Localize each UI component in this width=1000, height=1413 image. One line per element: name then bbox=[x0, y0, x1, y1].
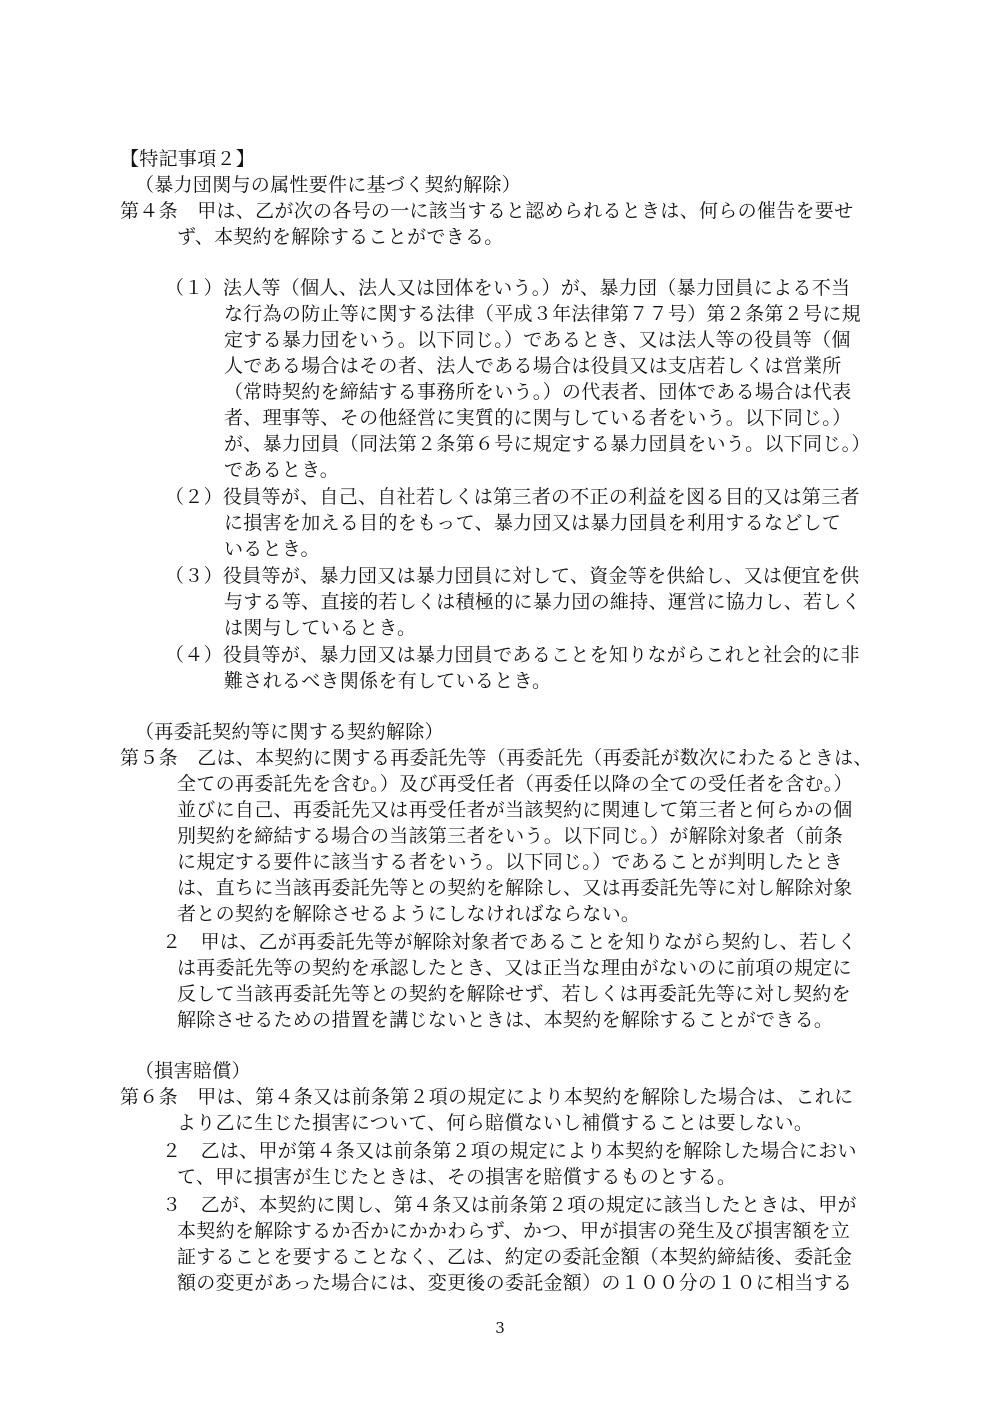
text-line: 第５条 乙は、本契約に関する再委託先等（再委託先（再委託が数次にわたるときは、 bbox=[120, 747, 873, 769]
text-line: は関与しているとき。 bbox=[224, 617, 417, 639]
text-line: いるとき。 bbox=[224, 538, 320, 560]
text-line: 反して当該再委託先等との契約を解除せず、若しくは再委託先等に対し契約を bbox=[177, 983, 851, 1005]
text-line: （暴力団関与の属性要件に基づく契約解除） bbox=[135, 174, 522, 196]
text-line: ３ 乙が、本契約に関し、第４条又は前条第２項の規定に該当したときは、甲が bbox=[162, 1194, 857, 1216]
text-line: （３）役員等が、暴力団又は暴力団員に対して、資金等を供給し、又は便宜を供 bbox=[165, 565, 860, 587]
text-line: 解除させるための措置を講じないときは、本契約を解除することができる。 bbox=[177, 1009, 834, 1031]
text-line: （２）役員等が、自己、自社若しくは第三者の不正の利益を図る目的又は第三者 bbox=[165, 486, 860, 508]
text-line: （４）役員等が、暴力団又は暴力団員であることを知りながらこれと社会的に非 bbox=[165, 644, 860, 666]
text-line: （１）法人等（個人、法人又は団体をいう。）が、暴力団（暴力団員による不当 bbox=[165, 277, 851, 299]
text-line: 【特記事項２】 bbox=[120, 148, 256, 170]
text-line: であるとき。 bbox=[224, 459, 340, 481]
text-line: 額の変更があった場合には、変更後の委託金額）の１００分の１０に相当する bbox=[177, 1272, 853, 1294]
text-line: に損害を加える目的をもって、暴力団又は暴力団員を利用するなどして bbox=[224, 512, 842, 534]
text-line: より乙に生じた損害について、何ら賠償ないし補償することは要しない。 bbox=[177, 1112, 814, 1134]
text-line: 与する等、直接的若しくは積極的に暴力団の維持、運営に協力し、若しく bbox=[224, 591, 861, 613]
text-line: は再委託先等の契約を承認したとき、又は正当な理由がないのに前項の規定に bbox=[177, 957, 852, 979]
text-line: 証することを要することなく、乙は、約定の委託金額（本契約締結後、委託金 bbox=[177, 1246, 853, 1268]
text-line: 者、理事等、その他経営に実質的に関与している者をいう。以下同じ。） bbox=[224, 407, 852, 429]
text-line: 全ての再委託先を含む。）及び再受任者（再委任以降の全ての受任者を含む。） bbox=[177, 773, 853, 795]
text-line: が、暴力団員（同法第２条第６号に規定する暴力団員をいう。以下同じ。） bbox=[224, 433, 871, 455]
text-line: て、甲に損害が生じたときは、その損害を賠償するものとする。 bbox=[177, 1166, 737, 1188]
text-line: 本契約を解除するか否かにかかわらず、かつ、甲が損害の発生及び損害額を立 bbox=[177, 1220, 851, 1242]
text-line: （再委託契約等に関する契約解除） bbox=[135, 721, 444, 743]
text-line: ２ 乙は、甲が第４条又は前条第２項の規定により本契約を解除した場合におい bbox=[162, 1140, 857, 1162]
text-line: （常時契約を締結する事務所をいう。）の代表者、団体である場合は代表 bbox=[224, 381, 852, 403]
text-line: 難されるべき関係を有しているとき。 bbox=[224, 670, 552, 692]
text-line: は、直ちに当該再委託先等との契約を解除し、又は再委託先等に対し解除対象 bbox=[177, 877, 853, 899]
text-line: 並びに自己、再委託先又は再受任者が当該契約に関連して第三者と何らかの個 bbox=[177, 799, 853, 821]
text-line: （損害賠償） bbox=[135, 1060, 251, 1082]
text-line: 別契約を締結する場合の当該第三者をいう。以下同じ。）が解除対象者（前条 bbox=[177, 825, 844, 847]
text-line: 人である場合はその者、法人である場合は役員又は支店若しくは営業所 bbox=[224, 355, 842, 377]
text-line: に規定する要件に該当する者をいう。以下同じ。）であることが判明したとき bbox=[177, 851, 844, 873]
text-line: 定する暴力団をいう。以下同じ。）であるとき、又は法人等の役員等（個 bbox=[224, 329, 851, 351]
text-line: ず、本契約を解除することができる。 bbox=[177, 226, 504, 248]
text-line: 第４条 甲は、乙が次の各号の一に該当すると認められるときは、何らの催告を要せ bbox=[120, 200, 854, 222]
text-line: 第６条 甲は、第４条又は前条第２項の規定により本契約を解除した場合は、これに bbox=[120, 1086, 854, 1108]
page-number: 3 bbox=[495, 1319, 505, 1337]
text-line: な行為の防止等に関する法律（平成３年法律第７７号）第２条第２号に規 bbox=[224, 303, 861, 325]
text-line: 者との契約を解除させるようにしなければならない。 bbox=[177, 903, 641, 925]
text-line: ２ 甲は、乙が再委託先等が解除対象者であることを知りながら契約し、若しく bbox=[162, 931, 857, 953]
